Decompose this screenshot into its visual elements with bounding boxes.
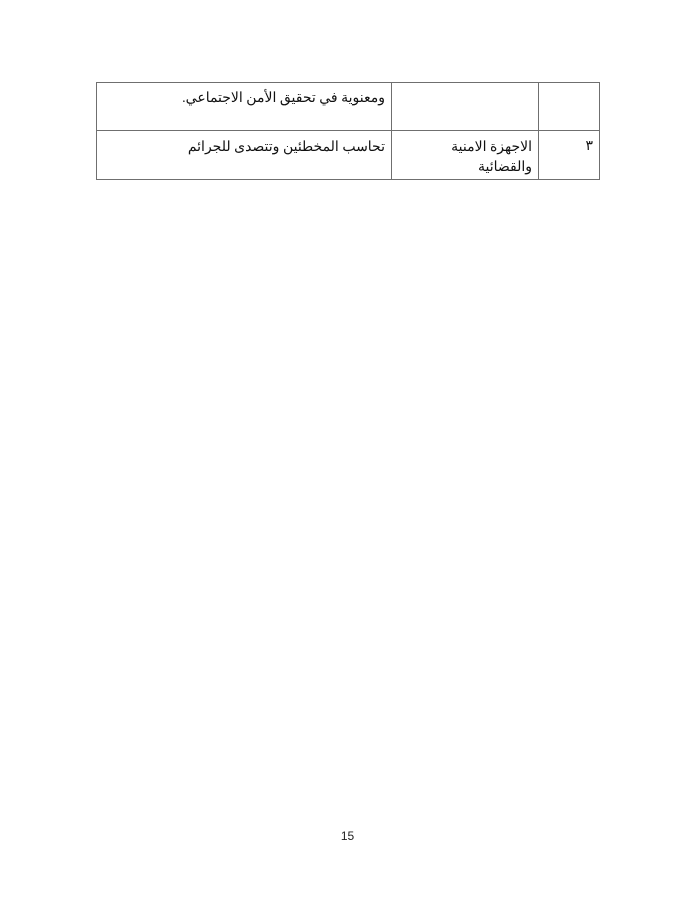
- row-number-cell: ٣: [539, 131, 600, 180]
- role-cell: ومعنوية في تحقيق الأمن الاجتماعي.: [97, 83, 392, 131]
- roles-table: [96, 82, 600, 180]
- table-row: [97, 131, 600, 180]
- table-row: [97, 83, 600, 131]
- entity-cell: [392, 83, 539, 131]
- entity-cell: الاجهزة الامنية والقضائية: [392, 131, 539, 180]
- role-cell: تحاسب المخطئين وتتصدى للجرائم: [97, 131, 392, 180]
- row-number-cell: [539, 83, 600, 131]
- page-number: 15: [340, 829, 355, 843]
